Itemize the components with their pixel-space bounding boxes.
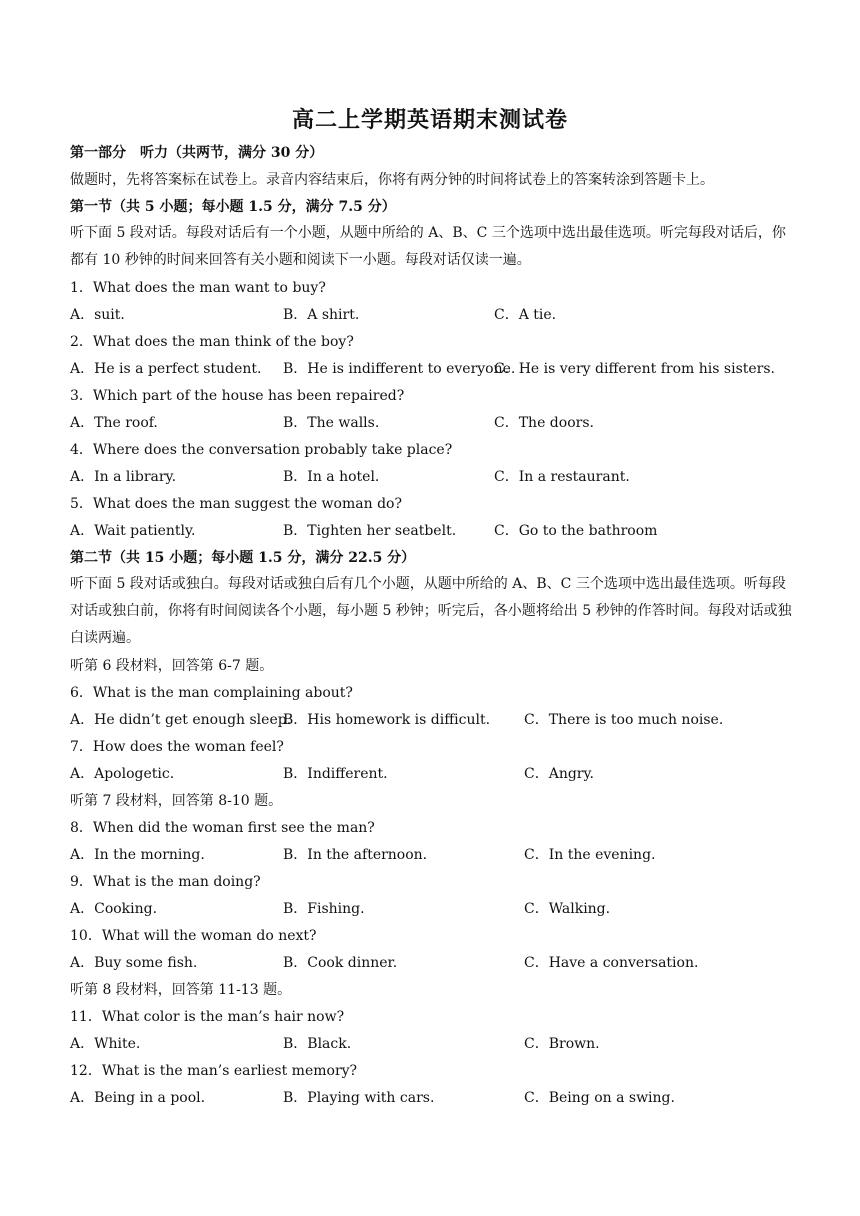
question-9: 9．What is the man doing?: [70, 874, 261, 890]
question-6: 6．What is the man complaining about?: [70, 685, 353, 701]
q11-option-c: C．Brown.: [524, 1036, 600, 1052]
q1-option-a: A．suit.: [70, 307, 125, 323]
q6-option-a: A．He didn’t get enough sleep.: [70, 712, 292, 728]
question-2: 2．What does the man think of the boy?: [70, 334, 354, 350]
q1-option-b: B．A shirt.: [283, 307, 360, 323]
q4-option-a: A．In a library.: [70, 469, 177, 485]
q7-option-a: A．Apologetic.: [70, 766, 175, 782]
q2-option-b: B．He is indifferent to everyone.: [283, 361, 516, 377]
part1-instruction: 做题时，先将答案标在试卷上。录音内容结束后，你将有两分钟的时间将试卷上的答案转涂到答题卡上。: [70, 172, 714, 188]
question-8: 8．When did the woman first see the man?: [70, 820, 375, 836]
question-12: 12．What is the man’s earliest memory?: [70, 1063, 358, 1079]
q11-option-a: A．White.: [70, 1036, 141, 1052]
q9-option-a: A．Cooking.: [70, 901, 158, 917]
q4-option-b: B．In a hotel.: [283, 469, 380, 485]
q3-option-a: A．The roof.: [70, 415, 158, 431]
q2-option-c: C．He is very different from his sisters.: [494, 361, 775, 377]
q1-option-c: C．A tie.: [494, 307, 557, 323]
section1-instruction: 听下面 5 段对话。每段对话后有一个小题，从题中所给的 A、B、C 三个选项中选出最佳选项。听完每段对话后，你都有 10 秒钟的时间来回答有关小题和阅读下一小题。每段对话仅读一遍。: [70, 225, 786, 268]
part1-heading: 第一部分 听力（共两节，满分 30 分）: [70, 145, 324, 161]
question-5: 5．What does the man suggest the woman do?: [70, 496, 402, 512]
q4-option-c: C．In a restaurant.: [494, 469, 630, 485]
q12-option-a: A．Being in a pool.: [70, 1090, 206, 1106]
note-material-7: 听第 7 段材料，回答第 8-10 题。: [70, 793, 283, 809]
question-4: 4．Where does the conversation probably take place?: [70, 442, 453, 458]
q5-option-b: B．Tighten her seatbelt.: [283, 523, 457, 539]
q5-option-a: A．Wait patiently.: [70, 523, 196, 539]
q10-option-b: B．Cook dinner.: [283, 955, 398, 971]
section1-heading: 第一节（共 5 小题；每小题 1.5 分，满分 7.5 分）: [70, 199, 396, 215]
q12-option-b: B．Playing with cars.: [283, 1090, 435, 1106]
q3-option-b: B．The walls.: [283, 415, 380, 431]
q5-option-c: C．Go to the bathroom: [494, 523, 658, 539]
q3-option-c: C．The doors.: [494, 415, 594, 431]
page-title: 高二上学期英语期末测试卷: [291, 107, 568, 133]
q11-option-b: B．Black.: [283, 1036, 352, 1052]
note-material-8: 听第 8 段材料，回答第 11-13 题。: [70, 982, 292, 998]
q12-option-c: C．Being on a swing.: [524, 1090, 675, 1106]
q6-option-c: C．There is too much noise.: [524, 712, 724, 728]
q7-option-b: B．Indifferent.: [283, 766, 388, 782]
q8-option-b: B．In the afternoon.: [283, 847, 428, 863]
note-material-6: 听第 6 段材料，回答第 6-7 题。: [70, 658, 274, 674]
q7-option-c: C．Angry.: [524, 766, 594, 782]
q6-option-b: B．His homework is difficult.: [283, 712, 491, 728]
section2-heading: 第二节（共 15 小题；每小题 1.5 分，满分 22.5 分）: [70, 550, 416, 566]
question-1: 1．What does the man want to buy?: [70, 280, 326, 296]
q9-option-b: B．Fishing.: [283, 901, 365, 917]
q10-option-a: A．Buy some fish.: [70, 955, 198, 971]
q8-option-a: A．In the morning.: [70, 847, 205, 863]
section2-instruction: 听下面 5 段对话或独白。每段对话或独白后有几个小题，从题中所给的 A、B、C 三个选项中选出最佳选项。听每段对话或独白前，你将有时间阅读各个小题，每小题 5 秒钟；听完后，各小题将给出 5 秒钟的作答时间。每段对话或独白读两遍。: [70, 576, 792, 646]
question-10: 10．What will the woman do next?: [70, 928, 317, 944]
q8-option-c: C．In the evening.: [524, 847, 656, 863]
q2-option-a: A．He is a perfect student.: [70, 361, 262, 377]
q10-option-c: C．Have a conversation.: [524, 955, 699, 971]
question-7: 7．How does the woman feel?: [70, 739, 284, 755]
question-3: 3．Which part of the house has been repaired?: [70, 388, 405, 404]
q9-option-c: C．Walking.: [524, 901, 611, 917]
question-11: 11．What color is the man’s hair now?: [70, 1009, 345, 1025]
